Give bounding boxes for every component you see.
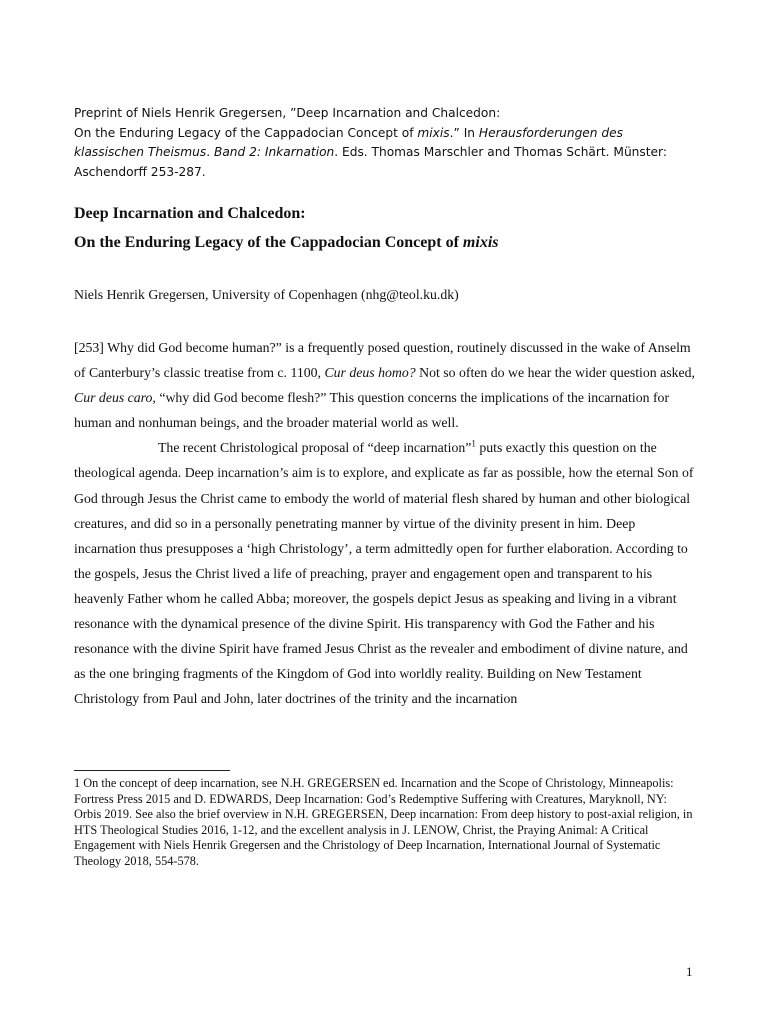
preprint-mixis-italic: mixis <box>417 125 450 140</box>
preprint-line-1: Preprint of Niels Henrik Gregersen, ”Deep Incarnation and Chalcedon: <box>74 106 501 120</box>
preprint-series-italic: Herausforderungen des <box>478 125 623 140</box>
footnote-reference[interactable]: 1 <box>471 438 476 449</box>
author-affiliation: Niels Henrik Gregersen, University of Copenhagen (nhg@teol.ku.dk) <box>74 287 459 302</box>
preprint-citation <box>74 104 714 182</box>
body-text <box>74 335 696 711</box>
preprint-line-4: Aschendorff 253-287. <box>74 164 206 179</box>
footnote-1: 1 On the concept of deep incarnation, see N.H. GREGERSEN ed. Incarnation and the Scope of Christology, Minneapolis: Fortress Press 2015 and D. EDWARDS, Deep Incarnation: God’s Redemptive Suffering with Creatures, Maryknoll, NY: Orbis 2019. See also the brief overview in N.H. GREGERSEN, Deep incarnation: From deep history to post-axial religion, in HTS Theological Studies 2016, 1-12, and the excellent analysis in J. LENOW, Christ, the Praying Animal: A Critical Engagement with Niels Henrik Gregersen and the Christology of Deep Incarnation, International Journal of Systematic Theology 2018, 554-578. <box>74 776 693 868</box>
preprint-series-italic-2: klassischen Theismus <box>74 145 207 159</box>
preprint-line-3: klassischen Theismus. Band 2: Inkarnation. Eds. Thomas Marschler and Thomas Schärt. Münster: <box>74 145 667 159</box>
subtitle-mixis-italic: mixis <box>462 234 499 251</box>
page-number: 1 <box>686 964 693 979</box>
cur-deus-homo-italic: Cur deus homo? <box>324 365 416 381</box>
footnote-separator <box>74 770 230 771</box>
preprint-line-2: On the Enduring Legacy of the Cappadocian Concept of mixis.” In Herausforderungen des <box>74 125 623 140</box>
paragraph-1: [253] Why did God become human?” is a frequently posed question, routinely discussed in the wake of Anselm of Canterbury’s classic treatise from c. 1100, Cur deus homo? Not so often do we hear the wider question asked, Cur deus caro, “why did God become flesh?” This question concerns the implications of the incarnation for human and nonhuman beings, and the broader material world as well. <box>74 340 695 431</box>
paper-title: Deep Incarnation and Chalcedon: <box>74 205 306 222</box>
paragraph-2: The recent Christological proposal of “deep incarnation”$^1$ puts exactly this question on the theological agenda. Deep incarnation’s aim is to explore, and explicate as far as possible, how the eternal Son of God through Jesus the Christ came to embody the world of material flesh shared by human and other biological creatures, and did so in a personally penetrating manner by virtue of the divinity present in him. Deep incarnation thus presupposes a ‘high Christology’, a term admittedly open for further elaboration. According to the gospels, Jesus the Christ lived a life of preaching, prayer and engagement open and transparent to his heavenly Father whom he called Abba; moreover, the gospels depict Jesus as speaking and living in a vibrant resonance with the dynamical presence of the divine Spirit. His transparency with God the Father and his resonance with the divine Spirit have framed Jesus Christ as the revealer and embodiment of divine nature, and as the one bringing fragments of the Kingdom of God into worldly reality. Building on New Testament Christology from Paul and John, later doctrines of the trinity and the incarnation <box>74 438 694 707</box>
cur-deus-caro-italic: Cur deus caro, <box>74 390 156 406</box>
preprint-band-italic: Band 2: Inkarnation <box>213 145 335 159</box>
paper-subtitle: On the Enduring Legacy of the Cappadocian Concept of mixis <box>74 234 499 251</box>
